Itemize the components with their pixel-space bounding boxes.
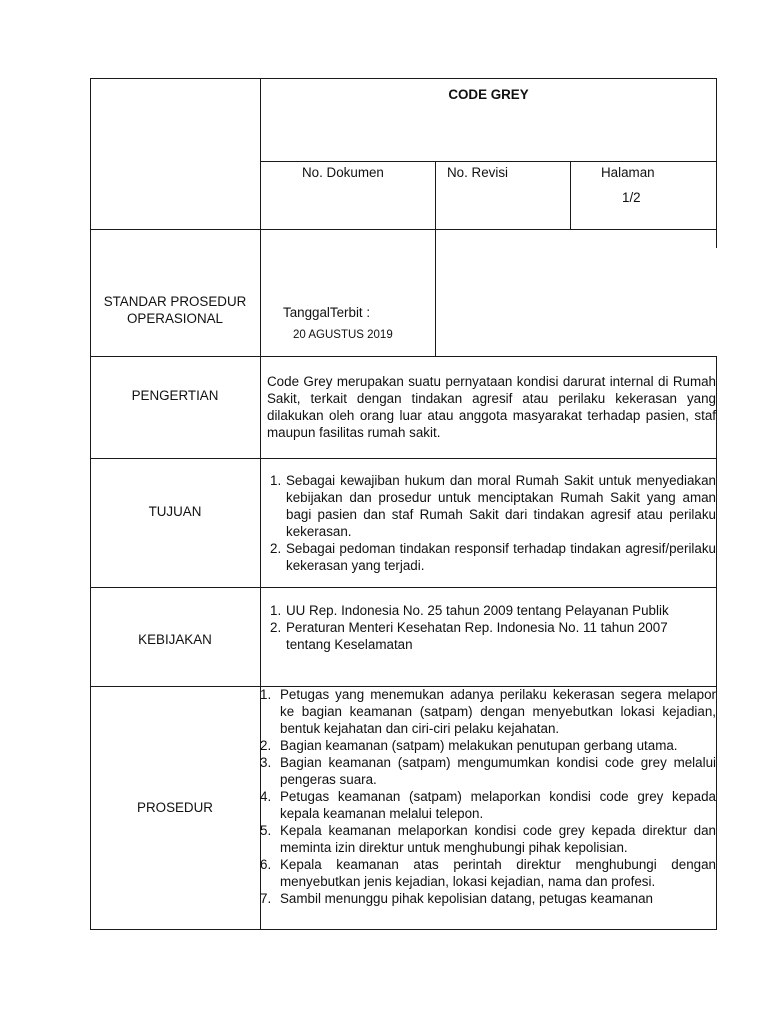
list-number: 5. (260, 823, 272, 838)
issue-date-value: 20 AGUSTUS 2019 (293, 329, 393, 341)
list-number: 2. (260, 738, 272, 753)
pengertian-label: PENGERTIAN (131, 388, 219, 403)
divider-dokumen-revisi (435, 161, 436, 357)
tujuan-label: TUJUAN (148, 504, 202, 519)
table-right-border-top (716, 78, 717, 248)
list-item (260, 788, 716, 822)
list-item-text: Petugas yang menemukan adanya perilaku kekerasan segera melapor ke bagian keamanan (satpam) dengan menyebutkan lokasi kejadian, bentuk kejahatan dan ciri-ciri pelaku kejahatan. (280, 687, 716, 736)
list-number: 1. (260, 687, 272, 702)
list-number: 7. (260, 891, 272, 906)
rule-under-title (260, 161, 717, 162)
list-item (270, 619, 688, 653)
kebijakan-label: KEBIJAKAN (138, 632, 212, 647)
list-item-text: Sebagai pedoman tindakan responsif terhadap tindakan agresif/perilaku kekerasan yang terjadi. (286, 541, 716, 573)
list-item-text: Bagian keamanan (satpam) mengumumkan kondisi code grey melalui pengeras suara. (280, 755, 716, 787)
list-item (270, 472, 716, 540)
list-item (270, 602, 688, 619)
table-top-border (90, 78, 717, 79)
list-item (260, 890, 716, 907)
page-label: Halaman (601, 165, 655, 180)
rule-under-sop (90, 356, 717, 357)
list-item-text: Kepala keamanan atas perintah direktur menghubungi dengan menyebutkan jenis kejadian, lokasi kejadian, nama dan profesi. (280, 857, 716, 889)
list-item-text: Peraturan Menteri Kesehatan Rep. Indonesia No. 11 tahun 2007 tentang Keselamatan (286, 620, 668, 652)
list-item (260, 822, 716, 856)
prosedur-list (260, 686, 716, 907)
kebijakan-list (270, 602, 688, 653)
issue-date-label: TanggalTerbit : (283, 305, 371, 320)
page-number: 1/2 (622, 190, 641, 205)
divider-revisi-halaman (570, 161, 571, 229)
list-item (270, 540, 716, 574)
doc-number-label: No. Dokumen (302, 165, 384, 180)
list-number: 4. (260, 789, 272, 804)
table-bottom-border (90, 929, 717, 930)
list-number: 6. (260, 857, 272, 872)
list-number: 3. (260, 755, 272, 770)
list-number: 2. (270, 541, 282, 556)
list-item (260, 754, 716, 788)
revision-label: No. Revisi (447, 165, 509, 180)
list-number: 1. (270, 473, 282, 488)
sop-label: STANDAR PROSEDUR OPERASIONAL (103, 294, 247, 326)
list-item-text: UU Rep. Indonesia No. 25 tahun 2009 tentang Pelayanan Publik (286, 603, 669, 618)
list-item-text: Sambil menunggu pihak kepolisian datang, petugas keamanan (280, 891, 653, 906)
table-left-border (90, 78, 91, 930)
list-item (260, 737, 716, 754)
list-item-text: Petugas keamanan (satpam) melaporkan kondisi code grey kepada kepala keamanan melalui telepon. (280, 789, 716, 821)
rule-under-docinfo (90, 229, 717, 230)
table-right-border-bottom (716, 356, 717, 930)
rule-under-pengertian (90, 458, 717, 459)
list-item-text: Bagian keamanan (satpam) melakukan penutupan gerbang utama. (280, 738, 678, 753)
list-number: 2. (270, 620, 282, 635)
list-number: 1. (270, 603, 282, 618)
pengertian-text: Code Grey merupakan suatu pernyataan kondisi darurat internal di Rumah Sakit, terkait dengan tindakan agresif atau perilaku kekerasan yang dilakukan oleh orang luar atau anggota masyarakat terhadap pasien, staf maupun fasilitas rumah sakit. (267, 374, 716, 440)
list-item (260, 856, 716, 890)
list-item (260, 686, 716, 737)
list-item-text: Sebagai kewajiban hukum dan moral Rumah Sakit untuk menyediakan kebijakan dan prosedur untuk menciptakan Rumah Sakit yang aman bagi pasien dan staf Rumah Sakit dari tindakan agresif atau perilaku kekerasan. (286, 473, 716, 539)
document-title: CODE GREY (448, 87, 529, 102)
rule-under-tujuan (90, 587, 717, 588)
tujuan-list (270, 472, 716, 574)
prosedur-label: PROSEDUR (137, 800, 213, 815)
list-item-text: Kepala keamanan melaporkan kondisi code grey kepada direktur dan meminta izin direktur untuk menghubungi pihak kepolisian. (280, 823, 716, 855)
